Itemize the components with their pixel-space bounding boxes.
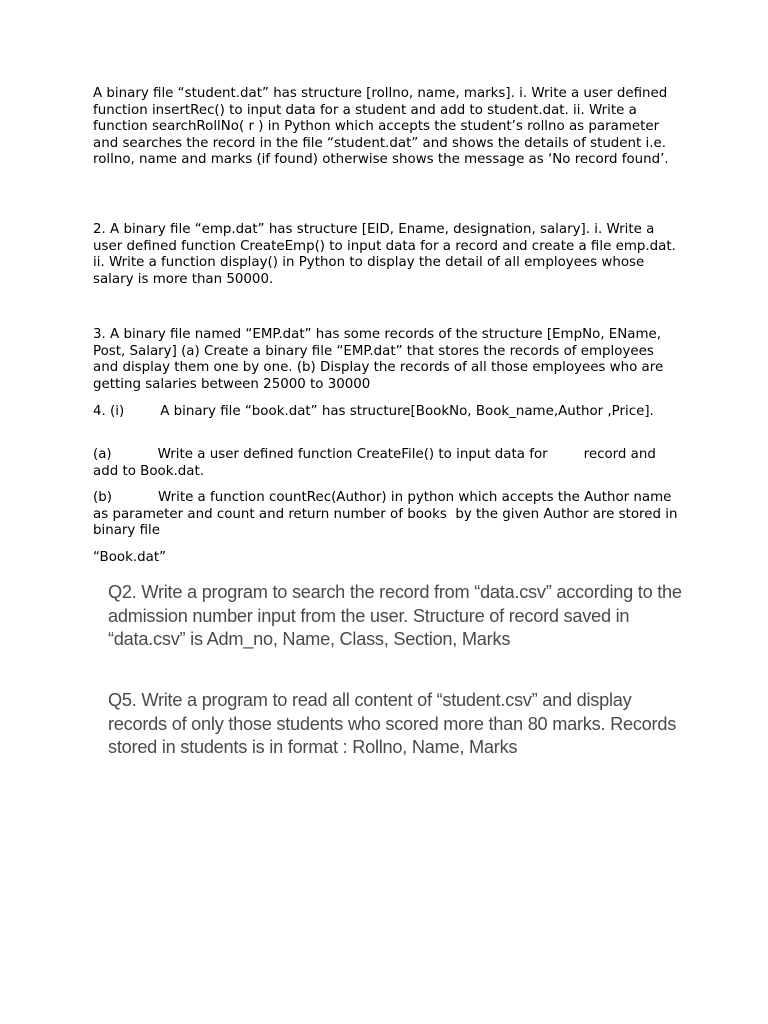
part-b-text: Write a function countRec(Author) in python which accepts the Author name as parameter and count and return number of books by the given Author are stored in binary file xyxy=(93,490,682,539)
book-dat-filename: “Book.dat” xyxy=(93,550,167,565)
question-4-part-b xyxy=(93,490,682,540)
question-2-text: 2. A binary file “emp.dat” has structure [EID, Ename, designation, salary]. i. Write a user defined function CreateEmp() to input data for a record and create a file emp.dat. ii. Write a function display() in Python to display the detail of all employees whose salary is more than 50000. xyxy=(93,222,681,287)
part-a-label: (a) xyxy=(93,447,112,462)
pasted-q5-text: Q5. Write a program to read all content of “student.csv” and display records of only those students who scored more than 80 marks. Records stored in students is in format : Rollno, Name, Marks xyxy=(108,690,677,757)
part-b-label: (b) xyxy=(93,490,112,505)
question-1-text: A binary file “student.dat” has structure [rollno, name, marks]. i. Write a user defined function insertRec() to input data for a student and add to student.dat. ii. Write a function searchRollNo( r ) in Python which accepts the student’s rollno as parameter and searches the record in the file “student.dat” and shows the details of student i.e. rollno, name and marks (if found) otherwise shows the message as ‘No record found’. xyxy=(93,86,672,168)
pasted-q2-text: Q2. Write a program to search the record from “data.csv” according to the admission number input from the user. Structure of record saved in “data.csv” is Adm_no, Name, Class, Section, Marks xyxy=(108,582,682,649)
question-4-part-a xyxy=(93,447,678,480)
part-a-text-1: Write a user defined function CreateFile() to input data for xyxy=(157,447,548,462)
question-4-stem xyxy=(93,404,678,421)
question-4-number: 4. (i) xyxy=(93,404,125,419)
pasted-question-image xyxy=(100,578,690,784)
question-4-stem-text: A binary file “book.dat” has structure[BookNo, Book_name,Author ,Price]. xyxy=(160,404,654,419)
part-a-text-2: record and add to Book.dat. xyxy=(93,447,661,479)
question-3-text: 3. A binary file named “EMP.dat” has some records of the structure [EmpNo, EName, Post, Salary] (a) Create a binary file “EMP.dat” that stores the records of employees and display them one by one. (b) Display the records of all those employees who are getting salaries between 25000 to 30000 xyxy=(93,327,668,392)
